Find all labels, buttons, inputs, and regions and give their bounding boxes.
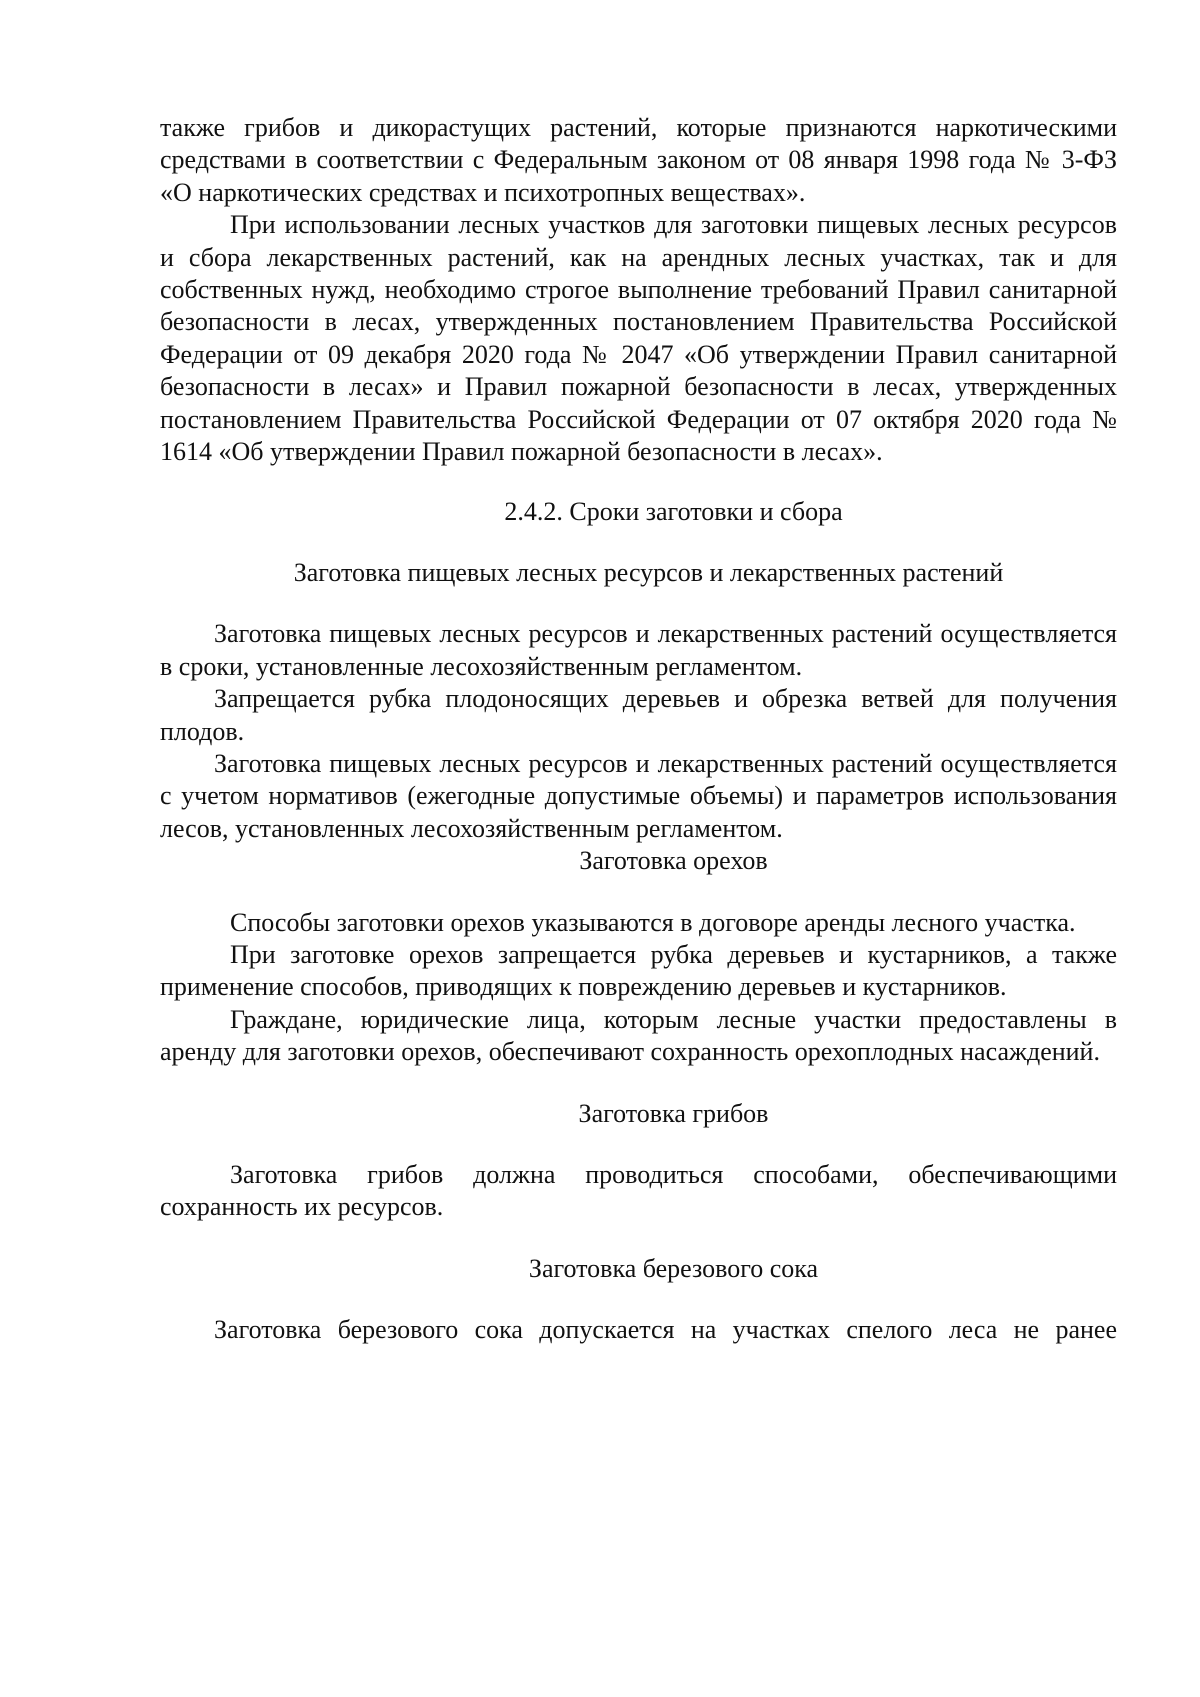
section-heading: 2.4.2. Сроки заготовки и сбора bbox=[504, 497, 843, 527]
subheading-nuts: Заготовка орехов bbox=[579, 846, 768, 876]
paragraph-mushrooms-methods: Заготовка грибов должна проводиться способами, обеспечивающими сохранность их ресурсов. bbox=[160, 1159, 1117, 1222]
paragraph-continued: также грибов и дикорастущих растений, которые признаются наркотическими средствами в соответствии с Федеральным законом от 08 января 1998 года № 3-ФЗ «О наркотических средствах и психотропных веществах». bbox=[160, 113, 1117, 207]
paragraph-food-timing: Заготовка пищевых лесных ресурсов и лекарственных растений осуществляется в сроки, установленные лесохозяйственным регламентом. bbox=[160, 619, 1117, 681]
paragraph-food-norms: Заготовка пищевых лесных ресурсов и лекарственных растений осуществляется с учетом нормативов (ежегодные допустимые объемы) и параметров использования лесов, установленных лесохозяйственным регламентом. bbox=[160, 748, 1117, 843]
paragraph-nuts-prohibition: При заготовке орехов запрещается рубка деревьев и кустарников, а также применение способов, приводящих к повреждению деревьев и кустарников. bbox=[160, 939, 1117, 1002]
paragraph-nuts-methods: Способы заготовки орехов указываются в договоре аренды лесного участка. bbox=[230, 907, 1076, 937]
paragraph-birch-sap: Заготовка березового сока допускается на участках спелого леса не ранее bbox=[214, 1315, 1117, 1345]
paragraph-nuts-tenants: Граждане, юридические лица, которым лесные участки предоставлены в аренду для заготовки орехов, обеспечивают сохранность орехоплодных насаждений. bbox=[160, 1004, 1117, 1067]
document-page bbox=[160, 112, 1117, 1347]
paragraph-sanitary-fire-rules: При использовании лесных участков для заготовки пищевых лесных ресурсов и сбора лекарственных растений, как на арендных лесных участках, так и для собственных нужд, необходимо строгое выполнение требований Правил санитарной безопасности в лесах, утвержденных постановлением Правительства Российской Федерации от 09 декабря 2020 года № 2047 «Об утверждении Правил санитарной безопасности в лесах» и Правил пожарной безопасности в лесах, утвержденных постановлением Правительства Российской Федерации от 07 октября 2020 года № 1614 «Об утверждении Правил пожарной безопасности в лесах». bbox=[160, 210, 1117, 467]
subheading-food-resources: Заготовка пищевых лесных ресурсов и лекарственных растений bbox=[293, 557, 1004, 587]
subheading-mushrooms: Заготовка грибов bbox=[578, 1098, 769, 1128]
paragraph-food-prohibition: Запрещается рубка плодоносящих деревьев и обрезка ветвей для получения плодов. bbox=[160, 684, 1117, 746]
subheading-birch-sap: Заготовка березового сока bbox=[528, 1253, 819, 1283]
